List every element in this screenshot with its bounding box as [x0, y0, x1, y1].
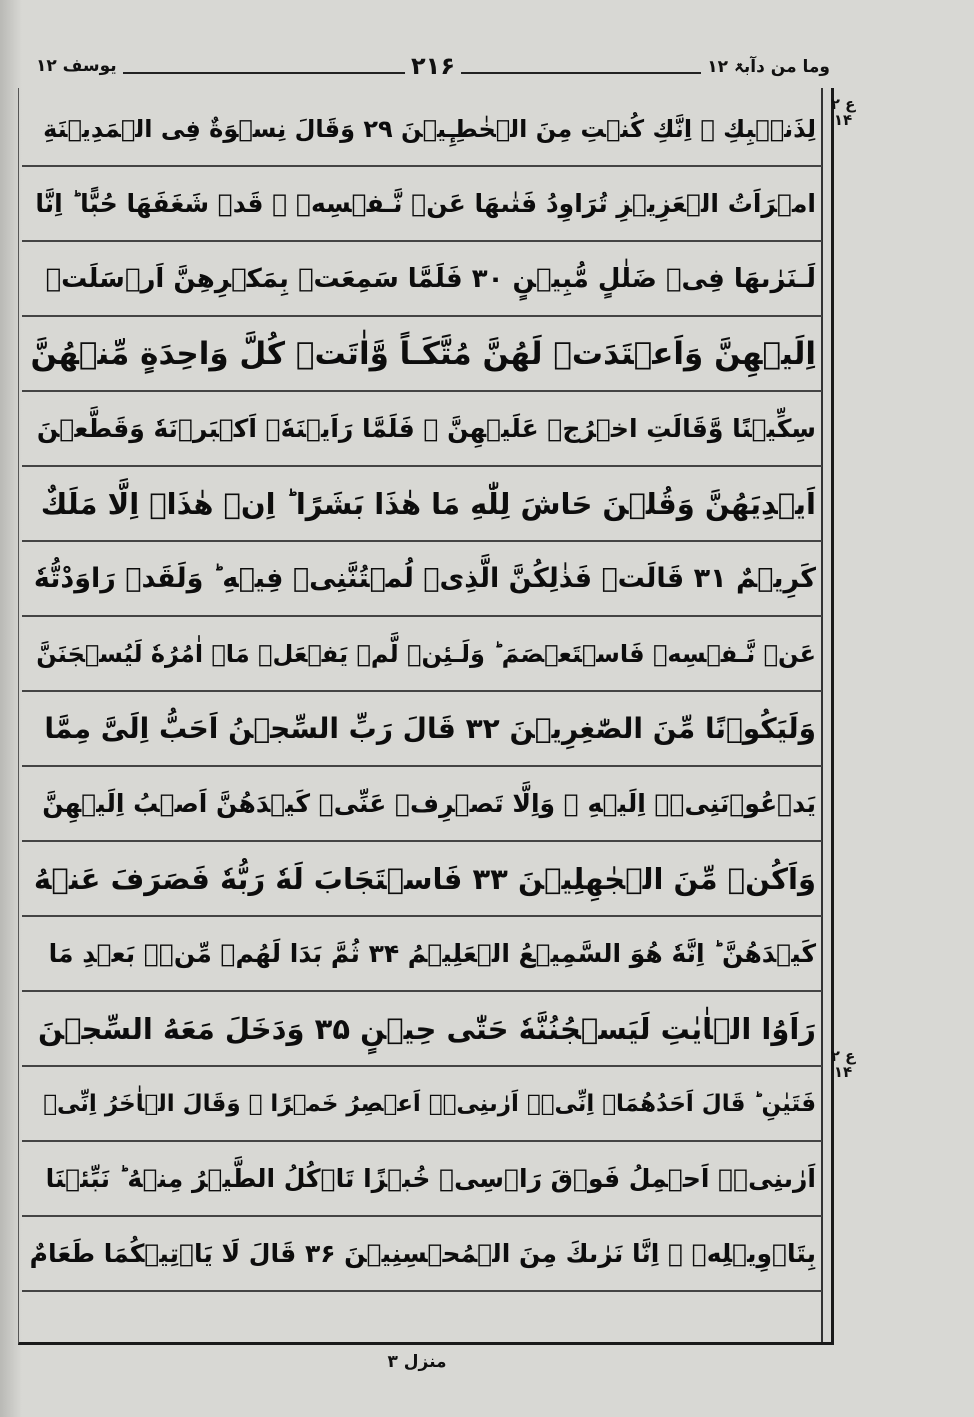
header-juz-label: وما من دآبۃ ۱۲: [701, 56, 836, 77]
verse-line-text: كَيۡدَهُنَّ‌ ؕ اِنَّهٗ هُوَ السَّمِيۡعُ الۡعَلِيۡمُ ۳۴ ثُمَّ بَدَا لَهُمۡ مِّنۡۢ بَعۡدِ مَا: [48, 939, 816, 968]
manzil-footer: منزل ۳: [387, 1352, 447, 1372]
verse-line-text: وَاَكُنۡ مِّنَ الۡجٰهِلِيۡنَ ۳۳ فَاسۡتَجَابَ لَهٗ رَبُّهٗ فَصَرَفَ عَنۡهُ: [33, 861, 816, 896]
verse-line-text: لِذَنۡۢبِكِ ۖ اِنَّكِ كُنۡتِ مِنَ الۡخٰطِـِٕيۡنَ ۲۹ وَقَالَ نِسۡوَةٌ فِى الۡمَدِيۡنَةِ: [43, 114, 816, 143]
verse-line-text: وَلَيَكُوۡنًا مِّنَ الصّٰغِرِيۡنَ ۳۲ قَالَ رَبِّ السِّجۡنُ اَحَبُّ اِلَىَّ مِمَّا: [44, 712, 816, 745]
verse-line-text: رَاَوُا الۡاٰيٰتِ لَيَسۡجُنُنَّهٗ حَتّٰى حِيۡنٍ ۳۵ وَدَخَلَ مَعَهُ السِّجۡنَ: [38, 1011, 816, 1046]
verse-line-text: اِلَيۡهِنَّ وَاَعۡتَدَتۡ لَهُنَّ مُتَّكَـاً وَّاٰتَتۡ كُلَّ وَاحِدَةٍ مِّنۡهُنَّ: [30, 335, 816, 372]
verse-line: [22, 767, 822, 842]
verse-line: [22, 992, 822, 1067]
header-surah-label: یوسف ۱۲: [30, 56, 123, 76]
verse-line-text: سِكِّيۡنًا وَّقَالَتِ اخۡرُجۡ عَلَيۡهِنَّ‌ ۚ فَلَمَّا رَاَيۡنَهٗۤ اَكۡبَرۡنَهٗ وَقَطَّعۡنَ: [36, 414, 816, 443]
ruku-marker-lower: ع ۲ ۱۴: [830, 1047, 856, 1081]
verse-line: [22, 317, 822, 392]
verse-line: [22, 392, 822, 467]
verse-line: [22, 842, 822, 917]
verse-line: [22, 617, 822, 692]
page-header: [30, 52, 836, 86]
page-number: ۲۱۶: [405, 52, 461, 80]
verse-line: [22, 542, 822, 617]
verse-line-text: بِتَاۡوِيۡلِهٖ‌ ۚ اِنَّا نَرٰٮكَ مِنَ الۡمُحۡسِنِيۡنَ ۳۶ قَالَ لَا يَاۡتِيۡكُمَا طَعَامٌ: [29, 1239, 816, 1268]
verse-line-text: كَرِيۡمٌ ۳۱ قَالَتۡ فَذٰلِكُنَّ الَّذِىۡ لُمۡتُنَّنِىۡ فِيۡهِ‌ ؕ وَلَقَدۡ رَاوَدْتُّهٗ: [33, 563, 816, 594]
verse-line-text: فَتَيٰنِ‌ ؕ قَالَ اَحَدُهُمَاۤ اِنِّىۡۤ اَرٰٮنِىۡۤ اَعۡصِرُ خَمۡرًا‌ ۚ وَقَالَ الۡاٰخَرُ اِنِّىۡ: [43, 1090, 816, 1117]
ruku-marker-top: ع ۲ ۱۴: [830, 95, 856, 129]
verse-line-text: لَـنَرٰٮهَا فِىۡ ضَلٰلٍ مُّبِيۡنٍ ۳۰ فَلَمَّا سَمِعَتۡ بِمَكۡرِهِنَّ اَرۡسَلَتۡ: [45, 263, 816, 294]
verse-lines: [22, 92, 822, 1292]
verse-line: [22, 1067, 822, 1142]
verse-line: [22, 1142, 822, 1217]
verse-line: [22, 692, 822, 767]
verse-line-text: اَرٰٮنِىۡۤ اَحۡمِلُ فَوۡقَ رَاۡسِىۡ خُبۡزًا تَاۡكُلُ الطَّيۡرُ مِنۡهُ‌ ؕ نَبِّئۡنَا: [45, 1164, 816, 1193]
verse-line-text: امۡرَاَتُ الۡعَزِيۡزِ تُرَاوِدُ فَتٰٮهَا عَنۡ نَّـفۡسِهٖ‌ ۚ قَدۡ شَغَفَهَا حُبًّا ؕ اِنَّا: [35, 189, 816, 218]
verse-line-text: اَيۡدِيَهُنَّ وَقُلۡنَ حَاشَ لِلّٰهِ مَا هٰذَا بَشَرًا ؕ اِنۡ هٰذَاۤ اِلَّا مَلَكٌ: [40, 486, 816, 521]
verse-line-text: يَدۡعُوۡنَنِىۡۤ اِلَيۡهِ‌ ۚ وَاِلَّا تَصۡرِفۡ عَنِّىۡ كَيۡدَهُنَّ اَصۡبُ اِلَيۡهِنَّ: [42, 789, 816, 818]
verse-line: [22, 167, 822, 242]
verse-line: [22, 92, 822, 167]
verse-line-text: عَنۡ نَّـفۡسِهٖ فَاسۡتَعۡصَمَ‌ ؕ وَلَـئِنۡ لَّمۡ يَفۡعَلۡ مَاۤ اٰمُرُهٗ لَيُسۡجَنَنَّ: [36, 639, 816, 668]
verse-line: [22, 1217, 822, 1292]
verse-line: [22, 917, 822, 992]
verse-line: [22, 467, 822, 542]
verse-line: [22, 242, 822, 317]
